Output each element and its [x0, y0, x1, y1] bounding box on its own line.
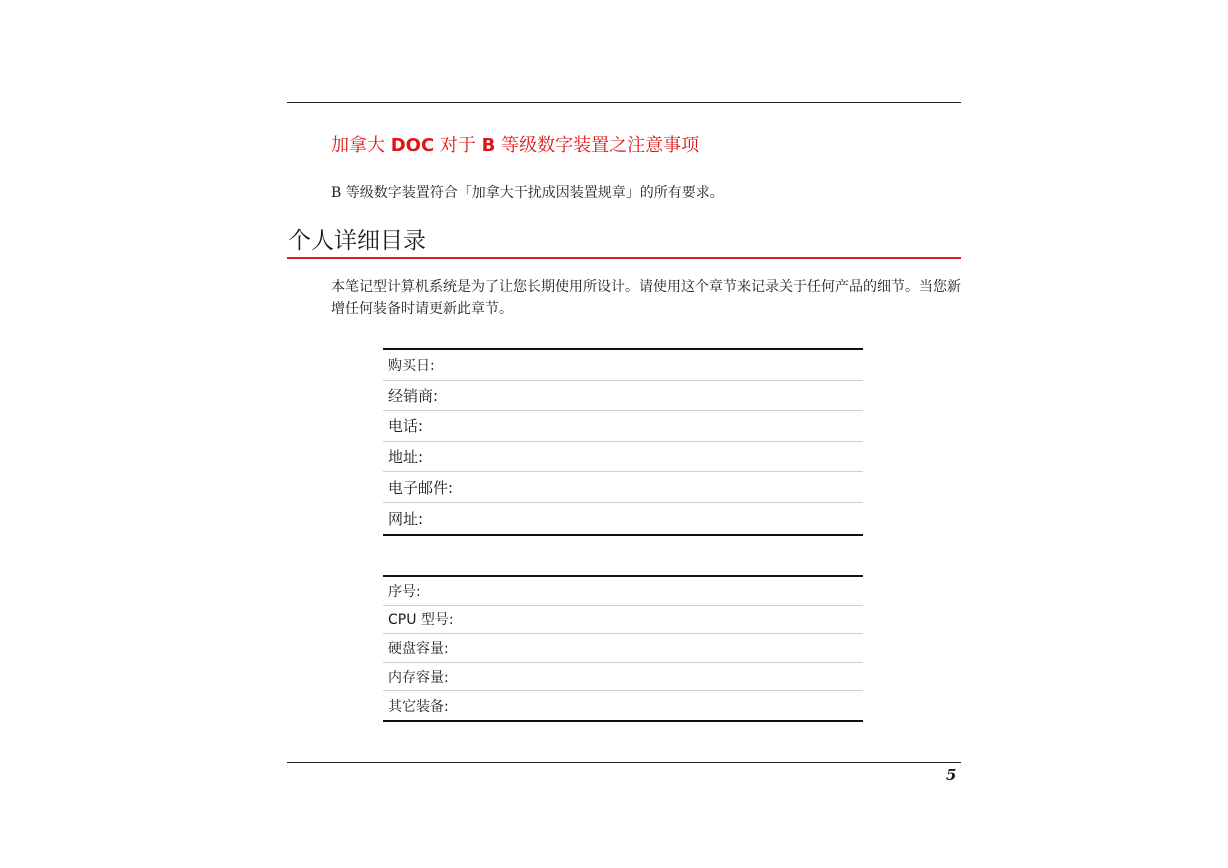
dealer-row: 经销商:: [383, 381, 863, 412]
email-row: 电子邮件:: [383, 472, 863, 503]
other-equipment-row: 其它装备:: [388, 698, 449, 715]
cpu-model-row: CPU 型号:: [383, 606, 863, 635]
page-number: 5: [946, 766, 957, 784]
purchase-info-table: [383, 348, 863, 536]
hdd-capacity-row: 硬盘容量:: [383, 634, 863, 663]
website-row: 网址:: [388, 509, 424, 528]
notice-text: B 等级数字装置符合「加拿大干扰成因装置规章」的所有要求。: [331, 185, 724, 201]
memory-capacity-row: 内存容量:: [383, 663, 863, 692]
section-title: 个人详细目录: [288, 228, 426, 254]
footer-rule: [287, 762, 961, 763]
phone-row: 电话:: [383, 411, 863, 442]
section-title-underline: [287, 257, 961, 259]
serial-number-row: 序号:: [383, 577, 863, 606]
header-rule: [287, 102, 961, 103]
purchase-date-row: 购买日:: [383, 350, 863, 381]
notice-heading: 加拿大 DOC 对于 B 等级数字装置之注意事项: [331, 135, 700, 156]
section-intro: 本笔记型计算机系统是为了让您长期使用所设计。请使用这个章节来记录关于任何产品的细节。当您新增任何装备时请更新此章节。: [331, 279, 961, 317]
address-row: 地址:: [383, 442, 863, 473]
system-info-table: [383, 575, 863, 722]
